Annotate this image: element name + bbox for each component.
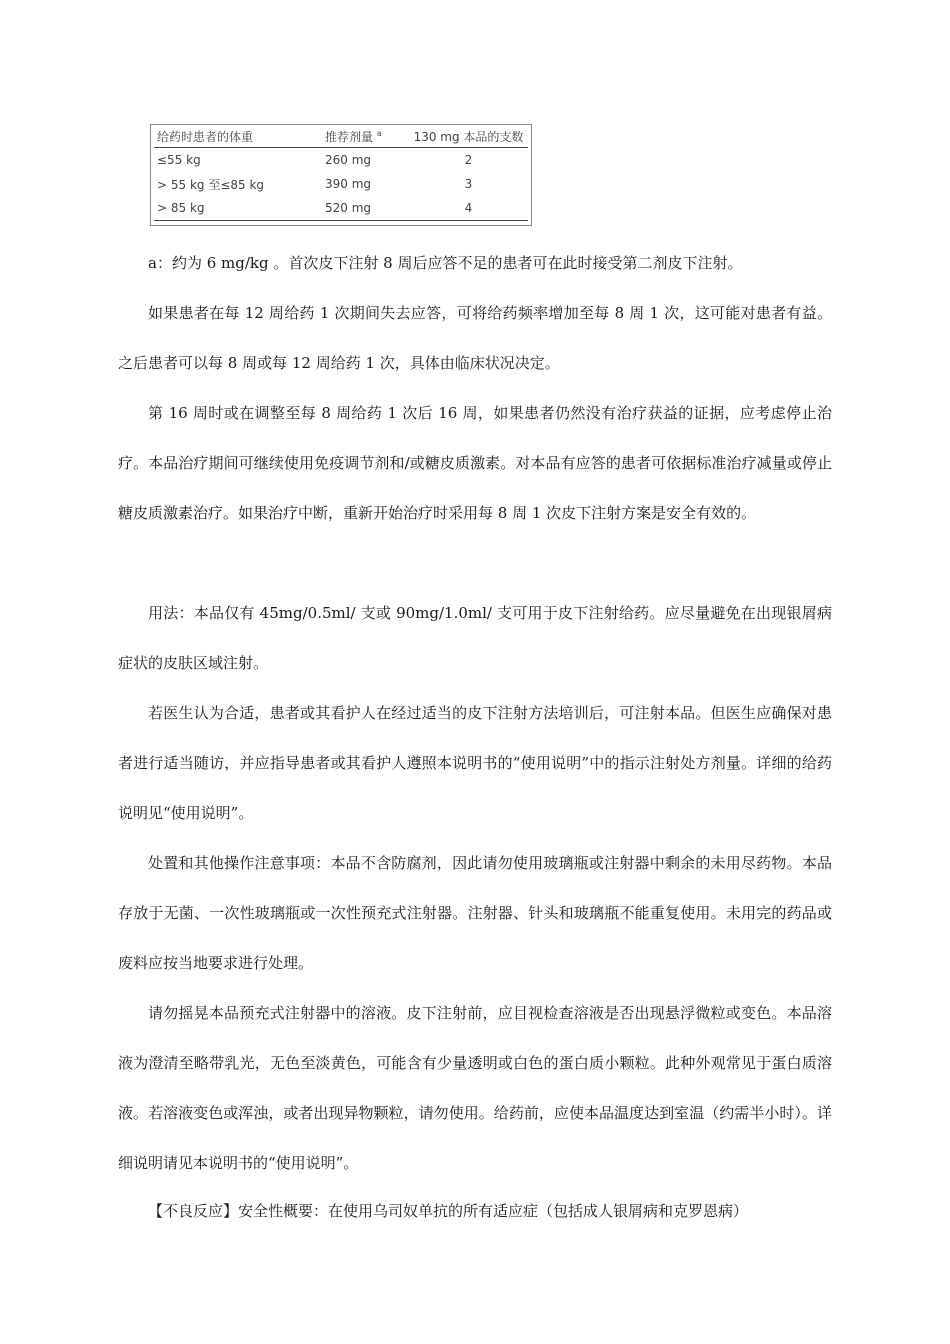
header-recommended-dose-label: 推荐剂量	[325, 129, 374, 144]
paragraph-usage: 用法：本品仅有 45mg/0.5ml/ 支或 90mg/1.0ml/ 支可用于皮下注射给药。应尽量避免在出现银屑病症状的皮肤区域注射。	[118, 604, 832, 672]
cell-dose: 520 mg	[325, 196, 409, 221]
cell-weight: > 85 kg	[154, 196, 325, 221]
cell-dose: 260 mg	[325, 153, 372, 167]
header-recommended-dose	[325, 125, 409, 148]
paragraph-solution-inspection: 请勿摇晃本品预充式注射器中的溶液。皮下注射前，应目视检查溶液是否出现悬浮微粒或变色。本品溶液为澄清至略带乳光，无色至淡黄色，可能含有少量透明或白色的蛋白质小颗粒。此种外观常见于蛋白质溶液。若溶液变色或浑浊，或者出现异物颗粒，请勿使用。给药前，应使本品温度达到室温（约需半小时）。详细说明请见本说明书的“使用说明”。	[118, 1004, 832, 1172]
paragraph-self-injection: 若医生认为合适，患者或其看护人在经过适当的皮下注射方法培训后，可注射本品。但医生应确保对患者进行适当随访，并应指导患者或其看护人遵照本说明书的“使用说明”中的指示注射处方剂量。详细的给药说明见“使用说明”。	[118, 704, 832, 822]
table-footnote: a：约为 6 mg/kg 。首次皮下注射 8 周后应答不足的患者可在此时接受第二剂皮下注射。	[148, 254, 743, 272]
header-vial-count: 130 mg 本品的支数	[409, 125, 528, 148]
table-row	[154, 148, 528, 173]
paragraph-handling: 处置和其他操作注意事项：本品不含防腐剂，因此请勿使用玻璃瓶或注射器中剩余的未用尽药物。本品存放于无菌、一次性玻璃瓶或一次性预充式注射器。注射器、针头和玻璃瓶不能重复使用。未用完的药品或废料应按当地要求进行处理。	[118, 854, 832, 972]
cell-weight: > 55 kg 至≤85 kg	[157, 177, 265, 192]
cell-weight: ≤55 kg	[157, 153, 201, 167]
cell-dose: 390 mg	[325, 177, 372, 191]
footnote-marker: a	[376, 128, 382, 138]
header-body-weight: 给药时患者的体重	[154, 125, 325, 148]
paragraph-dose-adjustment: 如果患者在每 12 周给药 1 次期间失去应答，可将给药频率增加至每 8 周 1 次，这可能对患者有益。之后患者可以每 8 周或每 12 周给药 1 次，具体由临床状况决定。	[118, 304, 832, 372]
dosage-table-grid	[154, 125, 528, 221]
table-header-row	[154, 125, 528, 148]
paragraph-stop-treatment: 第 16 周时或在调整至每 8 周给药 1 次后 16 周，如果患者仍然没有治疗获益的证据，应考虑停止治疗。本品治疗期间可继续使用免疫调节剂和/或糖皮质激素。对本品有应答的患者可依据标准治疗减量或停止糖皮质激素治疗。如果治疗中断，重新开始治疗时采用每 8 周 1 次皮下注射方案是安全有效的。	[118, 404, 832, 522]
paragraph-adverse-reactions: 【不良反应】安全性概要：在使用乌司奴单抗的所有适应症（包括成人银屑病和克罗恩病）	[148, 1202, 749, 1220]
cell-vials: 3	[464, 177, 473, 191]
cell-vials: 4	[409, 196, 528, 221]
cell-vials: 2	[464, 153, 473, 167]
table-row	[154, 172, 528, 196]
dosage-table	[150, 124, 532, 226]
table-row	[154, 196, 528, 221]
